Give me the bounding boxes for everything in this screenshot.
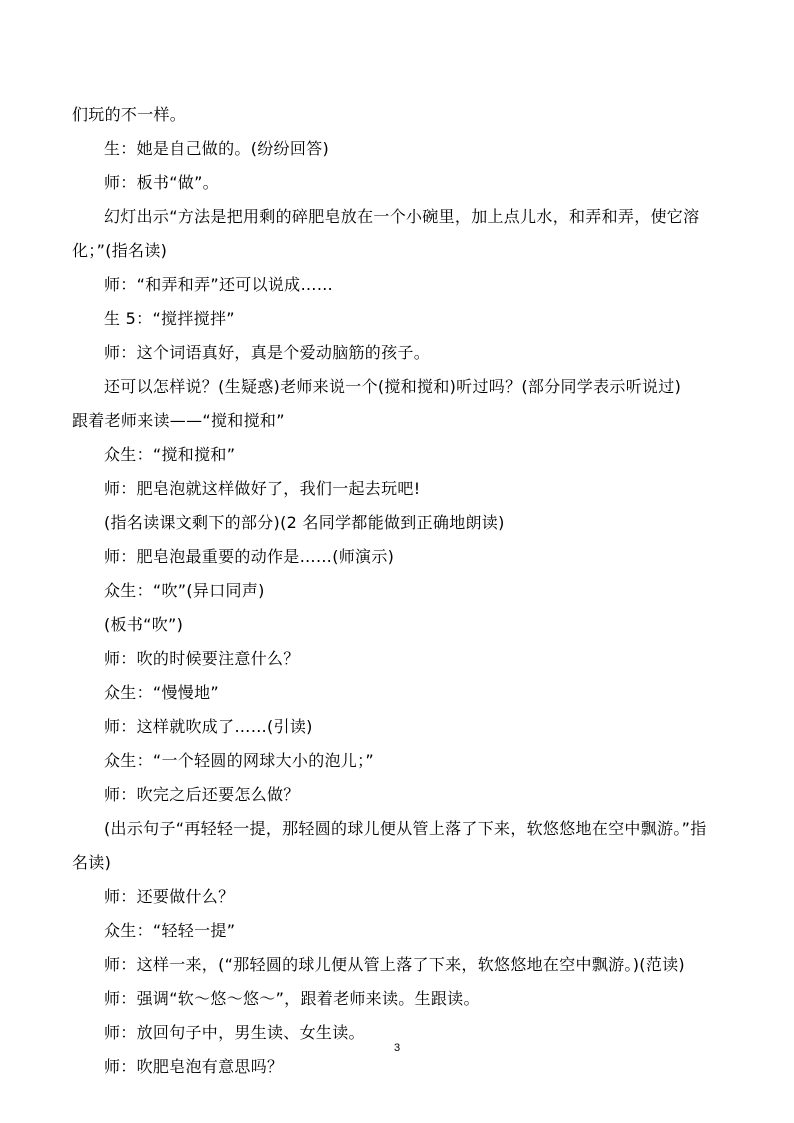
text-line: 幻灯出示“方法是把用剩的碎肥皂放在一个小碗里，加上点儿水，和弄和弄，使它溶 — [104, 207, 700, 226]
text-line: 众生：“搅和搅和” — [104, 445, 236, 464]
text-line: 师：吹完之后还要怎么做？ — [104, 785, 300, 804]
page-number: 3 — [393, 1042, 401, 1054]
text-line: 师：强调“软～悠～悠～”，跟着老师来读。生跟读。 — [104, 989, 480, 1008]
text-line: (板书“吹”) — [104, 615, 184, 634]
text-line: 师：这样一来，(“那轻圆的球儿便从管上落了下来，软悠悠地在空中飘游。)(范读) — [104, 955, 685, 974]
text-line: 们玩的不一样。 — [72, 105, 187, 124]
text-line: 师：板书“做”。 — [104, 173, 219, 192]
text-line: 师：吹肥皂泡有意思吗？ — [104, 1057, 284, 1076]
text-line: 师：还要做什么？ — [104, 887, 235, 906]
text-line: 生：她是自己做的。(纷纷回答) — [104, 139, 329, 158]
text-line: 众生：“一个轻圆的网球大小的泡儿；” — [104, 751, 374, 770]
document-body — [72, 98, 732, 1084]
text-line: 众生：“轻轻一提” — [104, 921, 236, 940]
text-line: 跟着老师来读——“搅和搅和” — [72, 411, 285, 430]
text-line: 众生：“吹”(异口同声) — [104, 581, 265, 600]
text-line: 师：这样就吹成了……(引读) — [104, 717, 313, 736]
text-line: 众生：“慢慢地” — [104, 683, 219, 702]
text-line: (出示句子“再轻轻一提，那轻圆的球儿便从管上落了下来，软悠悠地在空中飘游。”指 — [104, 819, 707, 838]
text-line: 化；”(指名读) — [72, 241, 168, 260]
text-line: 师：肥皂泡最重要的动作是……(师演示) — [104, 547, 395, 566]
text-line: 师：“和弄和弄”还可以说成…… — [104, 275, 334, 294]
text-line: 生 5：“搅拌搅拌” — [104, 309, 235, 328]
text-line: 师：肥皂泡就这样做好了，我们一起去玩吧! — [104, 479, 421, 498]
text-line: 师：这个词语真好，真是个爱动脑筋的孩子。 — [104, 343, 431, 362]
text-line: 名读) — [72, 853, 112, 872]
text-line: (指名读课文剩下的部分)(2 名同学都能做到正确地朗读) — [104, 513, 505, 532]
text-line: 还可以怎样说？(生疑惑)老师来说一个(搅和搅和)听过吗？(部分同学表示听说过) — [104, 377, 682, 396]
text-line: 师：放回句子中，男生读、女生读。 — [104, 1023, 365, 1042]
text-line: 师：吹的时候要注意什么？ — [104, 649, 300, 668]
